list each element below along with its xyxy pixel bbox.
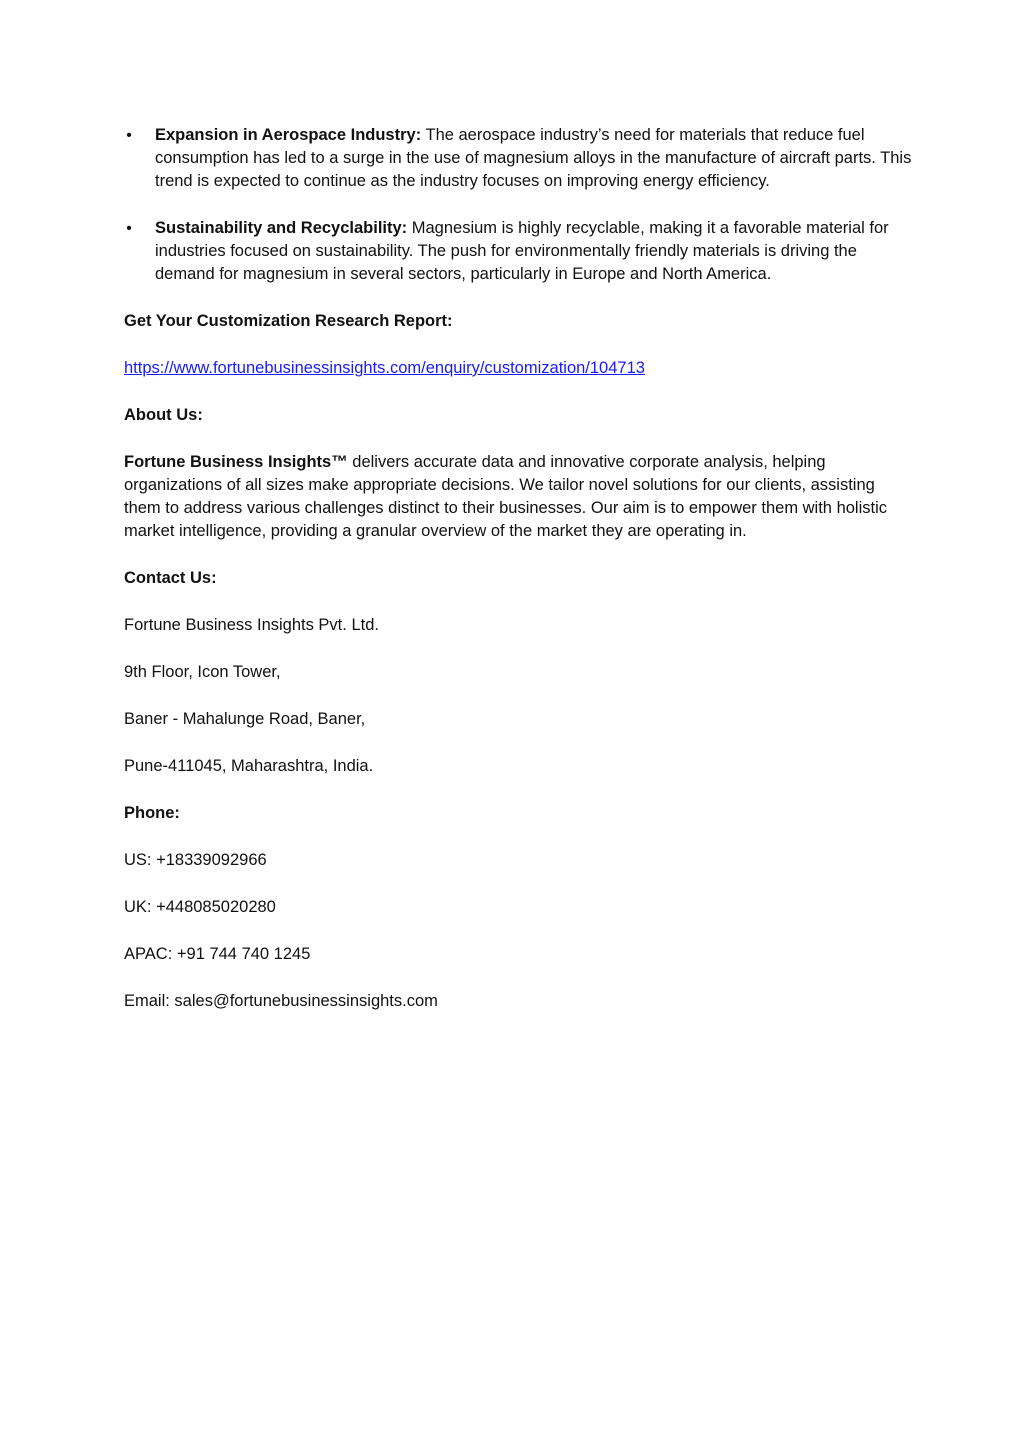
bullet-icon: • — [126, 127, 132, 144]
about-text: delivers accurate data and innovative corporate analysis, helping organizations of all sizes make appropriate decisions. We tailor novel solutions for our clients, assisting them to address various challenges distinct to their businesses. Our aim is to empower them with holistic market intelligence, providing a granular overview of the market they are operating in. — [124, 453, 888, 540]
bullet-title: Sustainability and Recyclability: — [155, 219, 408, 237]
trend-list — [124, 124, 914, 286]
address-line: Baner - Mahalunge Road, Baner, — [124, 710, 366, 728]
customization-link[interactable]: https://www.fortunebusinessinsights.com/enquiry/customization/104713 — [124, 359, 645, 377]
bullet-text: Magnesium is highly recyclable, making it a favorable material for industries focused on sustainability. The push for environmentally friendly materials is driving the demand for magnesium in several sectors, particularly in Europe and North America. — [155, 219, 889, 283]
company-name: Fortune Business Insights™ — [124, 453, 348, 471]
address-line: Fortune Business Insights Pvt. Ltd. — [124, 616, 379, 634]
contact-heading: Contact Us: — [124, 569, 217, 587]
address-line: 9th Floor, Icon Tower, — [124, 663, 281, 681]
list-item — [124, 217, 914, 286]
customization-link-paragraph — [124, 357, 914, 380]
list-item — [124, 124, 914, 193]
about-heading: About Us: — [124, 406, 203, 424]
phone-heading: Phone: — [124, 804, 180, 822]
bullet-icon: • — [126, 220, 132, 237]
bullet-title: Expansion in Aerospace Industry: — [155, 126, 422, 144]
about-paragraph — [124, 451, 914, 543]
email-line: Email: sales@fortunebusinessinsights.com — [124, 992, 438, 1010]
phone-apac: APAC: +91 744 740 1245 — [124, 945, 311, 963]
phone-us: US: +18339092966 — [124, 851, 267, 869]
phone-uk: UK: +448085020280 — [124, 898, 276, 916]
address-line: Pune-411045, Maharashtra, India. — [124, 757, 374, 775]
document-content — [124, 124, 914, 1037]
bullet-text: The aerospace industry’s need for materials that reduce fuel consumption has led to a surge in the use of magnesium alloys in the manufacture of aircraft parts. This trend is expected to continue as the industry focuses on improving energy efficiency. — [155, 126, 912, 190]
customization-heading: Get Your Customization Research Report: — [124, 312, 453, 330]
